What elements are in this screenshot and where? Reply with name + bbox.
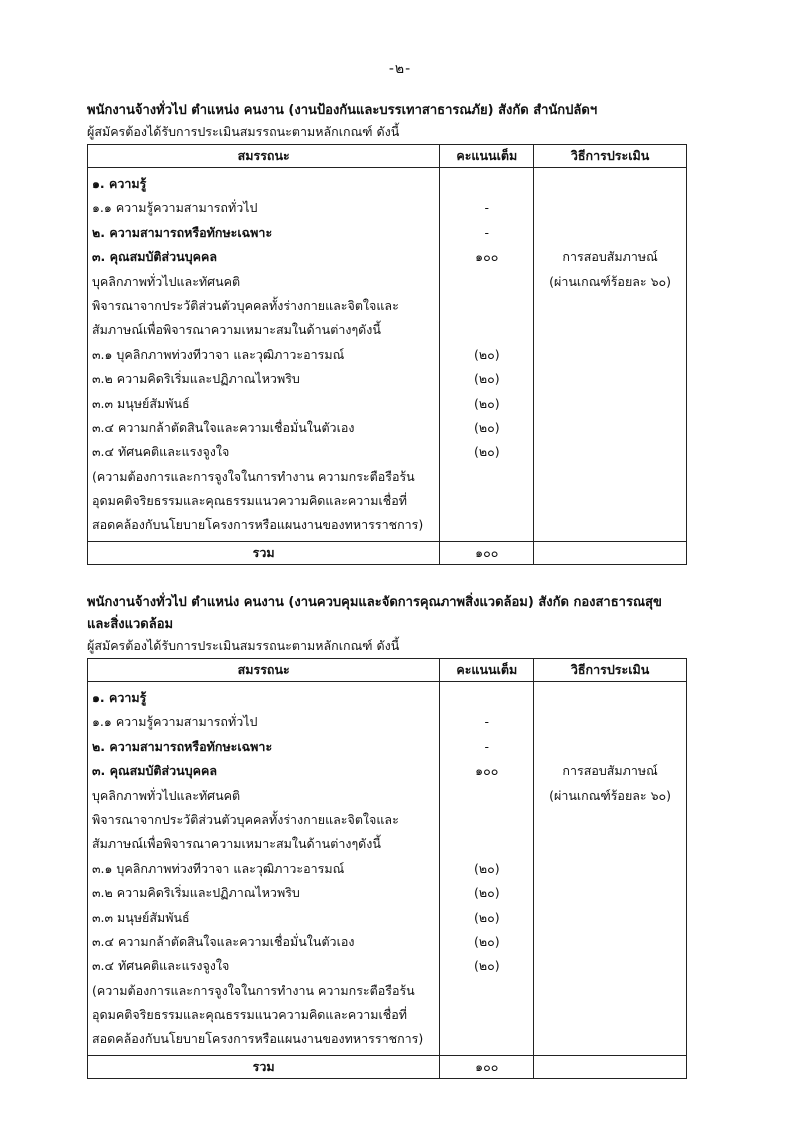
- method-value: [534, 686, 686, 710]
- score-value: [440, 979, 533, 1003]
- header-full-score: คะแนนเต็ม: [440, 659, 534, 682]
- score-value: [440, 172, 533, 196]
- header-competency: สมรรถนะ: [88, 659, 440, 682]
- method-value: [534, 808, 686, 832]
- score-value: -: [484, 224, 490, 240]
- total-label: รวม: [88, 1055, 440, 1078]
- method-value: [534, 906, 686, 930]
- method-value: [534, 318, 686, 342]
- method-value: [534, 172, 686, 196]
- score-value: (๒๐): [473, 958, 500, 974]
- method-value: การสอบสัมภาษณ์: [562, 763, 658, 779]
- total-row: [88, 1055, 687, 1078]
- score-value: [440, 1027, 533, 1051]
- score-value: [440, 270, 533, 294]
- total-label: รวม: [88, 541, 440, 564]
- total-method-empty: [534, 541, 687, 564]
- method-value: (ผ่านเกณฑ์ร้อยละ ๖๐): [549, 273, 672, 289]
- competency-item: ๓.๔ ทัศนคติและแรงจูงใจ: [92, 444, 230, 460]
- method-value: [534, 710, 686, 734]
- score-value: [440, 489, 533, 513]
- method-value: [534, 954, 686, 978]
- method-value: [534, 1003, 686, 1027]
- score-value: (๒๐): [473, 885, 500, 901]
- method-value: [534, 513, 686, 537]
- score-value: (๒๐): [473, 933, 500, 949]
- competency-item: อุดมคติจริยธรรมและคุณธรรมแนวความคิดและความเชื่อที่: [92, 493, 408, 509]
- method-value: [534, 881, 686, 905]
- table-header-row: [88, 659, 687, 682]
- competency-item: (ความต้องการและการจูงใจในการทำงาน ความกระตือรือร้น: [92, 982, 415, 998]
- score-value: [440, 784, 533, 808]
- header-method: วิธีการประเมิน: [534, 145, 687, 168]
- competency-item: ๓.๒ ความคิดริเริ่มและปฏิภาณไหวพริบ: [92, 885, 300, 901]
- competency-item: พิจารณาจากประวัติส่วนตัวบุคคลทั้งร่างกายและจิตใจและ: [92, 297, 399, 313]
- total-method-empty: [534, 1055, 687, 1078]
- competency-item: ๑. ความรู้: [92, 690, 147, 705]
- score-value: [440, 1003, 533, 1027]
- score-value: [440, 832, 533, 856]
- competency-item: ๑. ความรู้: [92, 176, 147, 191]
- header-competency: สมรรถนะ: [88, 145, 440, 168]
- score-value: [440, 808, 533, 832]
- score-value: (๒๐): [473, 444, 500, 460]
- method-value: การสอบสัมภาษณ์: [562, 249, 658, 265]
- method-value: [534, 221, 686, 245]
- section-intro: ผู้สมัครต้องได้รับการประเมินสมรรถนะตามหลักเกณฑ์ ดังนี้: [87, 638, 400, 653]
- header-full-score: คะแนนเต็ม: [440, 145, 534, 168]
- score-value: (๒๐): [473, 419, 500, 435]
- score-value: (๒๐): [473, 860, 500, 876]
- method-value: [534, 930, 686, 954]
- header-method: วิธีการประเมิน: [534, 659, 687, 682]
- competency-item: (ความต้องการและการจูงใจในการทำงาน ความกระตือรือร้น: [92, 468, 415, 484]
- competency-item: บุคลิกภาพทั่วไปและทัศนคติ: [92, 273, 241, 289]
- competency-column: [88, 168, 440, 542]
- competency-item: ๓.๑ บุคลิกภาพท่วงทีวาจา และวุฒิภาวะอารมณ์: [92, 346, 345, 362]
- section-heading: พนักงานจ้างทั่วไป ตำแหน่ง คนงาน (งานป้องกันและบรรเทาสาธารณภัย) สังกัด สำนักปลัดฯ: [87, 103, 598, 118]
- section-2: [87, 592, 687, 1079]
- method-value: [534, 979, 686, 1003]
- method-value: [534, 196, 686, 220]
- method-value: [534, 343, 686, 367]
- score-value: [440, 465, 533, 489]
- score-value: ๑๐๐: [475, 763, 499, 779]
- competency-item: ๓.๑ บุคลิกภาพท่วงทีวาจา และวุฒิภาวะอารมณ์: [92, 860, 345, 876]
- competency-item: ๑.๑ ความรู้ความสามารถทั่วไป: [92, 200, 258, 216]
- score-value: (๒๐): [473, 346, 500, 362]
- method-column: [534, 168, 687, 542]
- method-value: [534, 1027, 686, 1051]
- total-score: ๑๐๐: [440, 1055, 534, 1078]
- competency-item: สัมภาษณ์เพื่อพิจารณาความเหมาะสมในด้านต่างๆดังนี้: [92, 322, 381, 338]
- competency-item: ๓. คุณสมบัติส่วนบุคคล: [92, 249, 218, 265]
- total-row: [88, 541, 687, 564]
- competency-item: ๒. ความสามารถหรือทักษะเฉพาะ: [92, 738, 273, 754]
- method-value: [534, 440, 686, 464]
- competency-item: ๒. ความสามารถหรือทักษะเฉพาะ: [92, 224, 273, 240]
- competency-item: ๓.๔ ทัศนคติและแรงจูงใจ: [92, 958, 230, 974]
- score-column: [440, 168, 534, 542]
- method-value: [534, 392, 686, 416]
- method-column: [534, 682, 687, 1056]
- competency-table: [87, 658, 687, 1079]
- section-heading: พนักงานจ้างทั่วไป ตำแหน่ง คนงาน (งานควบคุมและจัดการคุณภาพสิ่งแวดล้อม) สังกัด กองสาธารณสุข: [87, 595, 662, 610]
- competency-item: ๑.๑ ความรู้ความสามารถทั่วไป: [92, 714, 258, 730]
- method-value: [534, 489, 686, 513]
- competency-table: [87, 144, 687, 565]
- method-value: [534, 735, 686, 759]
- method-value: [534, 857, 686, 881]
- competency-item: สอดคล้องกับนโยบายโครงการหรือแผนงานของทหารราชการ): [92, 1031, 424, 1047]
- competency-item: อุดมคติจริยธรรมและคุณธรรมแนวความคิดและความเชื่อที่: [92, 1007, 408, 1023]
- competency-item: ๓.๔ ความกล้าตัดสินใจและความเชื่อมั่นในตัวเอง: [92, 933, 355, 949]
- competency-column: [88, 682, 440, 1056]
- table-body-row: [88, 682, 687, 1056]
- competency-item: ๓.๔ ความกล้าตัดสินใจและความเชื่อมั่นในตัวเอง: [92, 419, 355, 435]
- section-1: [87, 100, 687, 565]
- score-value: [440, 294, 533, 318]
- method-value: (ผ่านเกณฑ์ร้อยละ ๖๐): [549, 787, 672, 803]
- method-value: [534, 416, 686, 440]
- competency-item: ๓. คุณสมบัติส่วนบุคคล: [92, 763, 218, 779]
- table-header-row: [88, 145, 687, 168]
- score-column: [440, 682, 534, 1056]
- competency-item: ๓.๒ ความคิดริเริ่มและปฏิภาณไหวพริบ: [92, 371, 300, 387]
- method-value: [534, 832, 686, 856]
- score-value: ๑๐๐: [475, 249, 499, 265]
- competency-item: บุคลิกภาพทั่วไปและทัศนคติ: [92, 787, 241, 803]
- method-value: [534, 367, 686, 391]
- score-value: (๒๐): [473, 909, 500, 925]
- score-value: -: [484, 714, 490, 730]
- score-value: (๒๐): [473, 395, 500, 411]
- score-value: [440, 318, 533, 342]
- competency-item: สอดคล้องกับนโยบายโครงการหรือแผนงานของทหารราชการ): [92, 517, 424, 533]
- score-value: [440, 686, 533, 710]
- page-number: -๒-: [388, 61, 412, 77]
- competency-item: ๓.๓ มนุษย์สัมพันธ์: [92, 909, 190, 925]
- competency-item: สัมภาษณ์เพื่อพิจารณาความเหมาะสมในด้านต่างๆดังนี้: [92, 836, 381, 852]
- score-value: -: [484, 200, 490, 216]
- score-value: -: [484, 738, 490, 754]
- method-value: [534, 465, 686, 489]
- method-value: [534, 294, 686, 318]
- score-value: (๒๐): [473, 371, 500, 387]
- total-score: ๑๐๐: [440, 541, 534, 564]
- section-heading-cont: และสิ่งแวดล้อม: [87, 617, 174, 632]
- section-intro: ผู้สมัครต้องได้รับการประเมินสมรรถนะตามหลักเกณฑ์ ดังนี้: [87, 124, 400, 139]
- competency-item: ๓.๓ มนุษย์สัมพันธ์: [92, 395, 190, 411]
- table-body-row: [88, 168, 687, 542]
- score-value: [440, 513, 533, 537]
- competency-item: พิจารณาจากประวัติส่วนตัวบุคคลทั้งร่างกายและจิตใจและ: [92, 811, 399, 827]
